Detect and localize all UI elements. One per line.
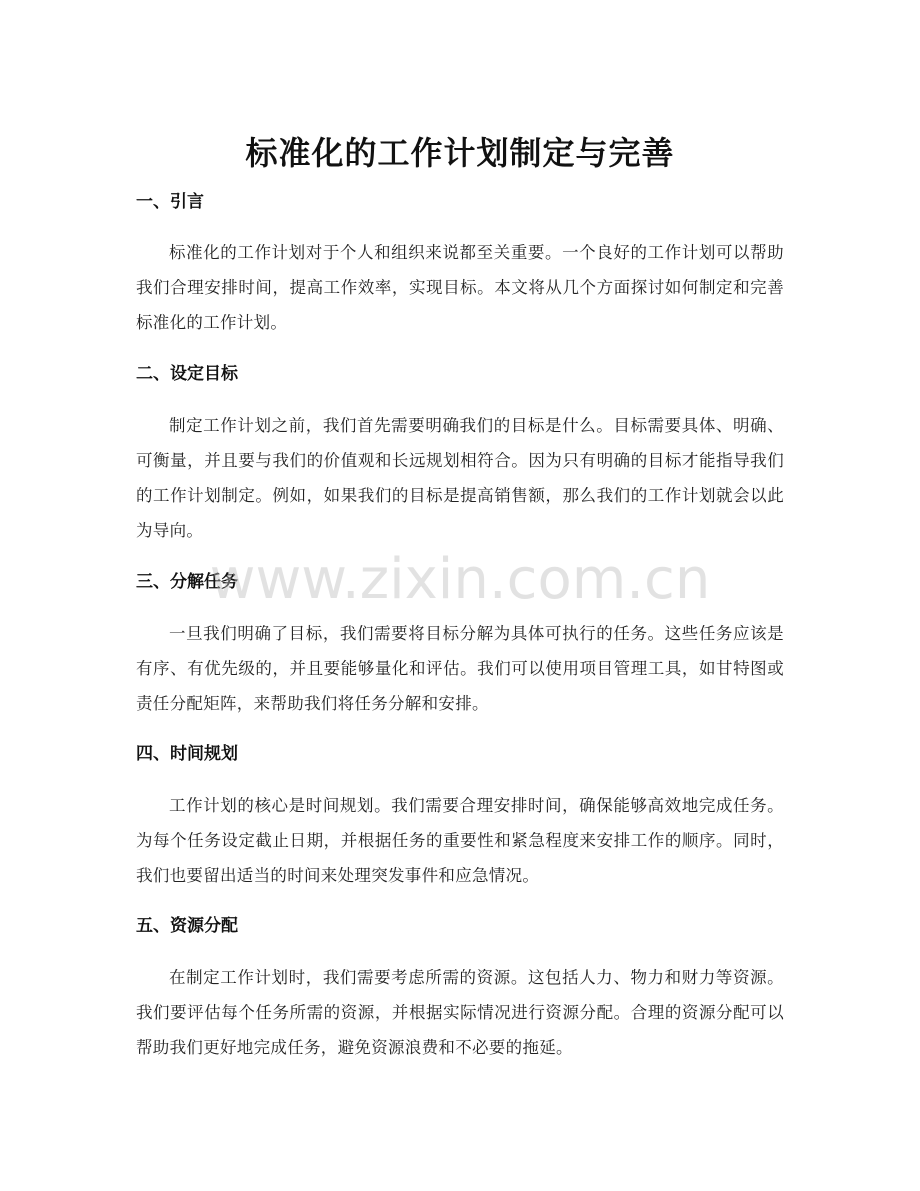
section-time-planning — [136, 738, 784, 893]
section-heading: 四、时间规划 — [136, 744, 238, 764]
section-paragraph: 工作计划的核心是时间规划。我们需要合理安排时间，确保能够高效地完成任务。为每个任务设定截止日期，并根据任务的重要性和紧急程度来安排工作的顺序。同时，我们也要留出适当的时间来处理突发事件和应急情况。 — [136, 796, 784, 885]
section-paragraph: 一旦我们明确了目标，我们需要将目标分解为具体可执行的任务。这些任务应该是有序、有优先级的，并且要能够量化和评估。我们可以使用项目管理工具，如甘特图或责任分配矩阵，来帮助我们将任务分解和安排。 — [136, 624, 784, 713]
section-resource-allocation — [136, 910, 784, 1065]
section-introduction — [136, 186, 784, 340]
document-body — [136, 186, 784, 1065]
section-paragraph: 在制定工作计划时，我们需要考虑所需的资源。这包括人力、物力和财力等资源。我们要评估每个任务所需的资源，并根据实际情况进行资源分配。合理的资源分配可以帮助我们更好地完成任务，避免资源浪费和不必要的拖延。 — [136, 968, 784, 1057]
section-heading: 三、分解任务 — [136, 572, 238, 592]
section-heading: 二、设定目标 — [136, 364, 238, 384]
section-set-goals — [136, 358, 784, 548]
section-heading: 五、资源分配 — [136, 916, 238, 936]
section-paragraph: 制定工作计划之前，我们首先需要明确我们的目标是什么。目标需要具体、明确、可衡量，并且要与我们的价值观和长远规划相符合。因为只有明确的目标才能指导我们的工作计划制定。例如，如果我们的目标是提高销售额，那么我们的工作计划就会以此为导向。 — [136, 416, 784, 540]
section-break-down-tasks — [136, 566, 784, 721]
section-heading: 一、引言 — [136, 192, 204, 212]
page-title: 标准化的工作计划制定与完善 — [245, 134, 675, 173]
watermark: www.zixin.com.cn — [209, 547, 711, 612]
section-paragraph: 标准化的工作计划对于个人和组织来说都至关重要。一个良好的工作计划可以帮助我们合理安排时间，提高工作效率，实现目标。本文将从几个方面探讨如何制定和完善标准化的工作计划。 — [136, 243, 784, 332]
